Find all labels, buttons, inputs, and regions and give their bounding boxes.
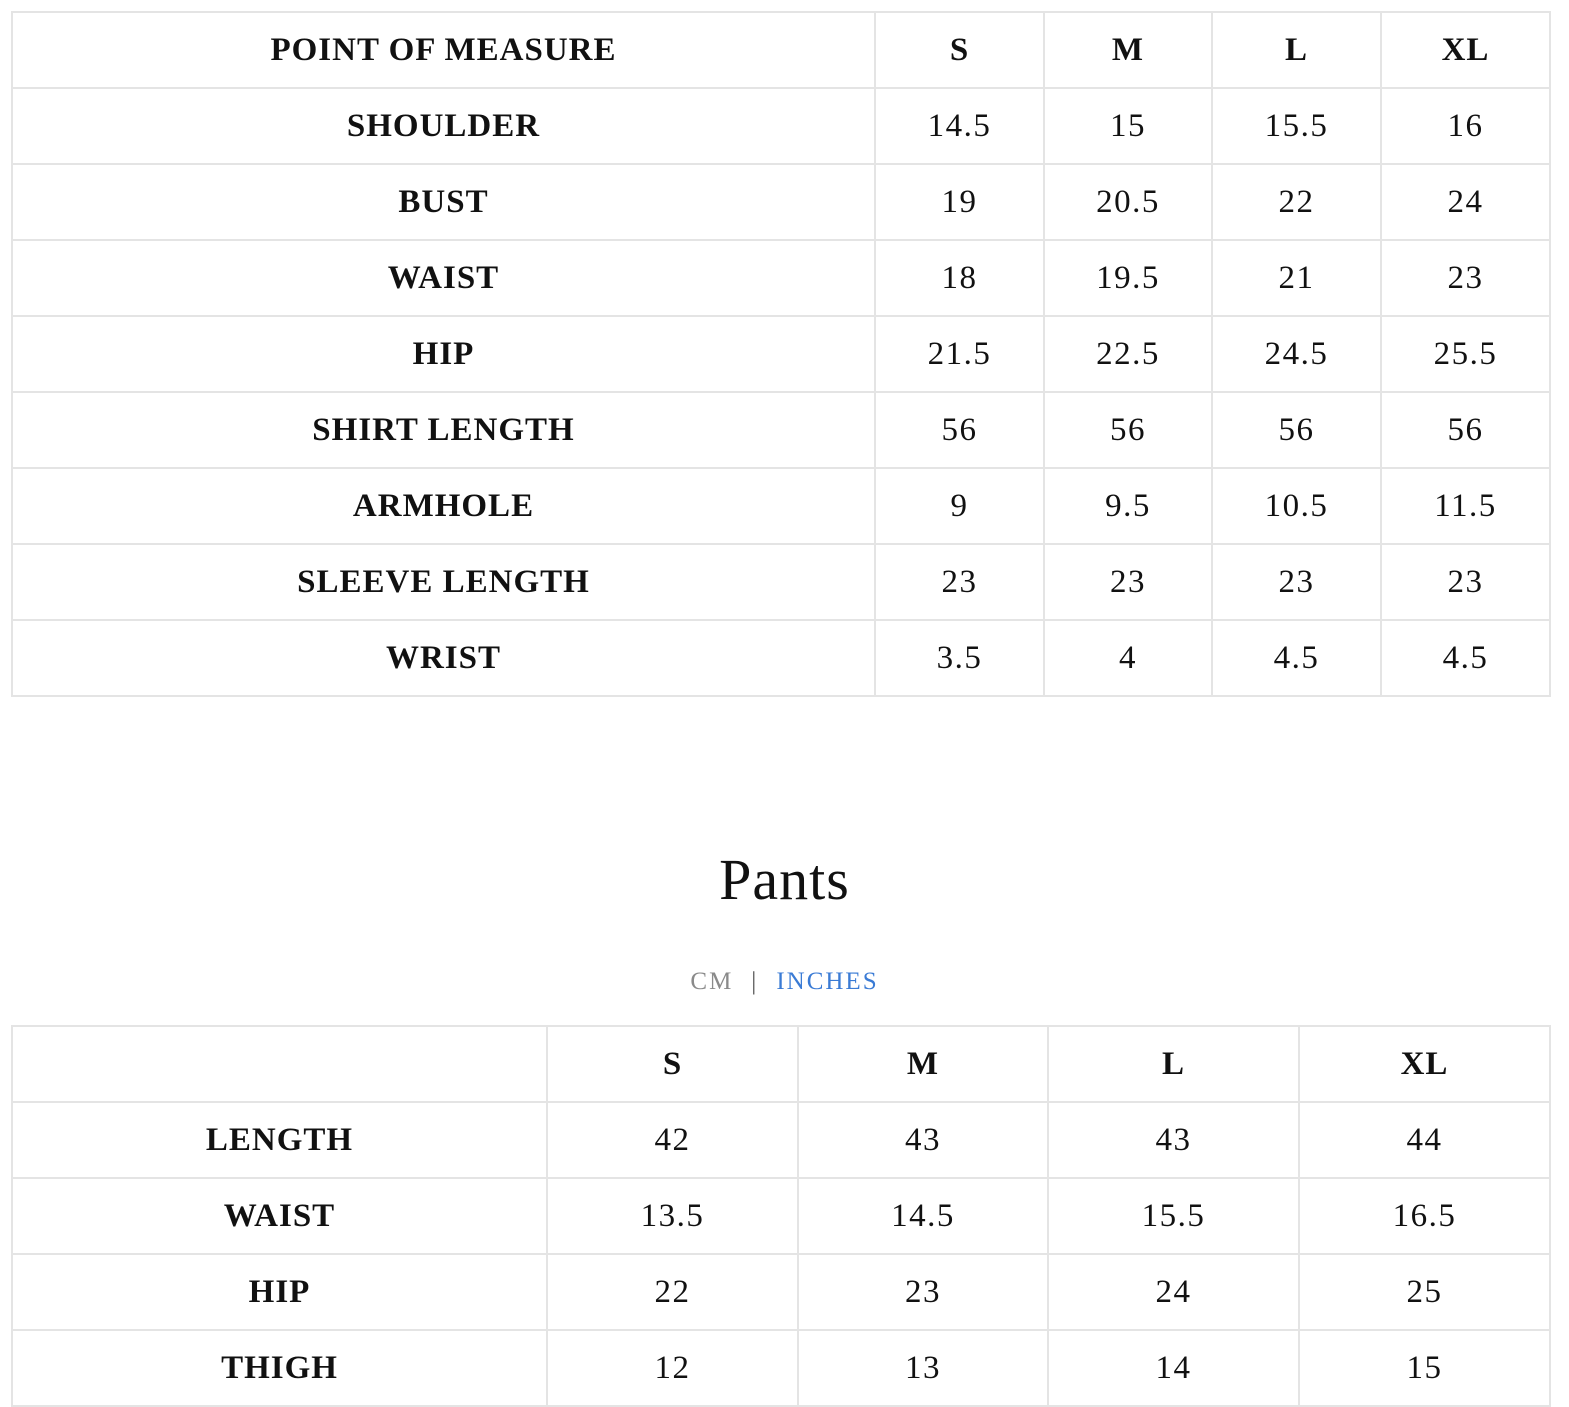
cell-value: 16.5 [1299, 1178, 1550, 1254]
cell-value: 56 [1044, 392, 1212, 468]
column-header-l: L [1212, 12, 1381, 88]
row-label: BUST [12, 164, 875, 240]
column-header-l: L [1048, 1026, 1299, 1102]
table-row [12, 1178, 1550, 1254]
row-label: WAIST [12, 1178, 547, 1254]
column-header-m: M [1044, 12, 1212, 88]
cell-value: 4.5 [1381, 620, 1550, 696]
cell-value: 22 [547, 1254, 798, 1330]
column-header-xl: XL [1381, 12, 1550, 88]
pants-size-table [11, 1025, 1551, 1407]
table-row [12, 164, 1550, 240]
unit-toggle [0, 962, 1569, 1002]
cell-value: 43 [1048, 1102, 1299, 1178]
cell-value: 24 [1048, 1254, 1299, 1330]
cell-value: 9.5 [1044, 468, 1212, 544]
cell-value: 9 [875, 468, 1044, 544]
cell-value: 15 [1044, 88, 1212, 164]
unit-cm-link[interactable]: CM [690, 968, 734, 995]
row-label: WAIST [12, 240, 875, 316]
table-row [12, 1102, 1550, 1178]
cell-value: 21.5 [875, 316, 1044, 392]
column-header-m: M [798, 1026, 1048, 1102]
cell-value: 18 [875, 240, 1044, 316]
cell-value: 13.5 [547, 1178, 798, 1254]
row-label: SHOULDER [12, 88, 875, 164]
cell-value: 14 [1048, 1330, 1299, 1406]
table-row [12, 468, 1550, 544]
table-row [12, 1330, 1550, 1406]
row-label: SHIRT LENGTH [12, 392, 875, 468]
cell-value: 19 [875, 164, 1044, 240]
row-label: WRIST [12, 620, 875, 696]
cell-value: 22 [1212, 164, 1381, 240]
cell-value: 15.5 [1212, 88, 1381, 164]
table-row [12, 316, 1550, 392]
row-label: THIGH [12, 1330, 547, 1406]
table-row [12, 88, 1550, 164]
table-row [12, 392, 1550, 468]
cell-value: 23 [1212, 544, 1381, 620]
pants-section-title: Pants [719, 847, 850, 912]
cell-value: 12 [547, 1330, 798, 1406]
cell-value: 23 [875, 544, 1044, 620]
cell-value: 23 [798, 1254, 1048, 1330]
row-label: HIP [12, 1254, 547, 1330]
top-size-table [11, 11, 1551, 697]
cell-value: 4 [1044, 620, 1212, 696]
cell-value: 56 [1212, 392, 1381, 468]
cell-value: 4.5 [1212, 620, 1381, 696]
cell-value: 22.5 [1044, 316, 1212, 392]
cell-value: 25 [1299, 1254, 1550, 1330]
cell-value: 24 [1381, 164, 1550, 240]
row-label: SLEEVE LENGTH [12, 544, 875, 620]
column-header-s: S [875, 12, 1044, 88]
column-header-point-of-measure: POINT OF MEASURE [12, 12, 875, 88]
cell-value: 14.5 [798, 1178, 1048, 1254]
column-header-s: S [547, 1026, 798, 1102]
table-header-row [12, 1026, 1550, 1102]
table-row [12, 620, 1550, 696]
table-row [12, 544, 1550, 620]
cell-value: 13 [798, 1330, 1048, 1406]
cell-value: 56 [1381, 392, 1550, 468]
unit-separator: | [751, 968, 759, 995]
cell-value: 19.5 [1044, 240, 1212, 316]
cell-value: 24.5 [1212, 316, 1381, 392]
cell-value: 15.5 [1048, 1178, 1299, 1254]
cell-value: 56 [875, 392, 1044, 468]
cell-value: 3.5 [875, 620, 1044, 696]
cell-value: 23 [1381, 240, 1550, 316]
cell-value: 44 [1299, 1102, 1550, 1178]
cell-value: 20.5 [1044, 164, 1212, 240]
cell-value: 15 [1299, 1330, 1550, 1406]
cell-value: 43 [798, 1102, 1048, 1178]
unit-inches-link[interactable]: INCHES [776, 968, 879, 995]
row-label: HIP [12, 316, 875, 392]
cell-value: 25.5 [1381, 316, 1550, 392]
table-row [12, 1254, 1550, 1330]
cell-value: 23 [1381, 544, 1550, 620]
table-header-row [12, 12, 1550, 88]
row-label: ARMHOLE [12, 468, 875, 544]
cell-value: 10.5 [1212, 468, 1381, 544]
column-header-xl: XL [1299, 1026, 1550, 1102]
cell-value: 16 [1381, 88, 1550, 164]
cell-value: 23 [1044, 544, 1212, 620]
cell-value: 14.5 [875, 88, 1044, 164]
cell-value: 42 [547, 1102, 798, 1178]
row-label: LENGTH [12, 1102, 547, 1178]
table-row [12, 240, 1550, 316]
cell-value: 21 [1212, 240, 1381, 316]
cell-value: 11.5 [1381, 468, 1550, 544]
column-header-blank [12, 1026, 547, 1102]
